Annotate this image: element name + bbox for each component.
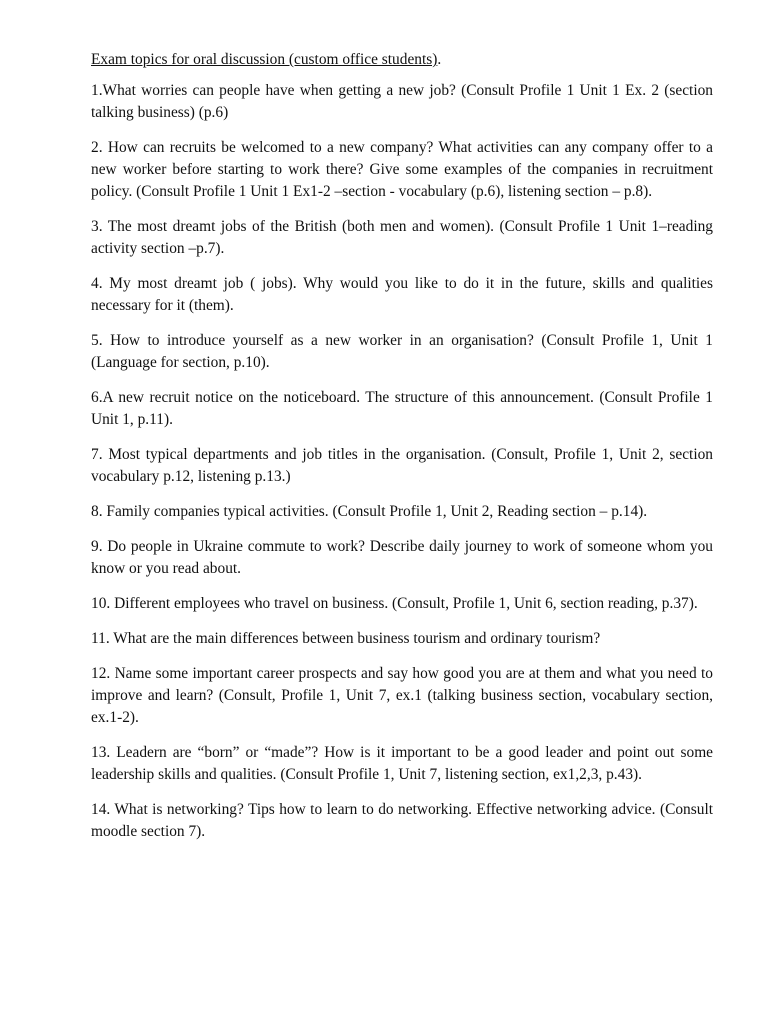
document-title	[91, 49, 713, 71]
topic-item-11: 11. What are the main differences between business tourism and ordinary tourism?	[91, 630, 601, 647]
document-body	[91, 49, 713, 843]
topic-item-4: 4. My most dreamt job ( jobs). Why would you like to do it in the future, skills and qualities necessary for it (them).	[91, 275, 713, 314]
topic-item-1: 1.What worries can people have when getting a new job? (Consult Profile 1 Unit 1 Ex. 2 (section talking business) (p.6)	[91, 82, 713, 121]
document-title-text: Exam topics for oral discussion (custom office students)	[91, 51, 438, 68]
topic-item-10: 10. Different employees who travel on business. (Consult, Profile 1, Unit 6, section reading, p.37).	[91, 595, 698, 612]
topic-item-7: 7. Most typical departments and job titles in the organisation. (Consult, Profile 1, Unit 2, section vocabulary p.12, listening p.13.)	[91, 446, 713, 485]
topic-item-8: 8. Family companies typical activities. (Consult Profile 1, Unit 2, Reading section – p.14).	[91, 503, 648, 520]
topic-item-13: 13. Leadern are “born” or “made”? How is it important to be a good leader and point out some leadership skills and qualities. (Consult Profile 1, Unit 7, listening section, ex1,2,3, p.43).	[91, 744, 713, 783]
topic-item-2: 2. How can recruits be welcomed to a new company? What activities can any company offer to a new worker before starting to work there? Give some examples of the companies in recruitment policy. (Consult Profile 1 Unit 1 Ex1-2 –section - vocabulary (p.6), listening section – p.8).	[91, 139, 713, 200]
topic-item-9: 9. Do people in Ukraine commute to work? Describe daily journey to work of someone whom you know or you read about.	[91, 538, 713, 577]
topic-item-6: 6.A new recruit notice on the noticeboard. The structure of this announcement. (Consult Profile 1 Unit 1, p.11).	[91, 389, 713, 428]
topic-item-5: 5. How to introduce yourself as a new worker in an organisation? (Consult Profile 1, Unit 1 (Language for section, p.10).	[91, 332, 713, 371]
topic-item-12: 12. Name some important career prospects and say how good you are at them and what you need to improve and learn? (Consult, Profile 1, Unit 7, ex.1 (talking business section, vocabulary section, ex.1-2).	[91, 665, 713, 726]
topic-item-14: 14. What is networking? Tips how to learn to do networking. Effective networking advice. (Consult moodle section 7).	[91, 801, 713, 840]
topic-item-3: 3. The most dreamt jobs of the British (both men and women). (Consult Profile 1 Unit 1–reading activity section –p.7).	[91, 218, 713, 257]
document-title-period: .	[437, 51, 442, 68]
